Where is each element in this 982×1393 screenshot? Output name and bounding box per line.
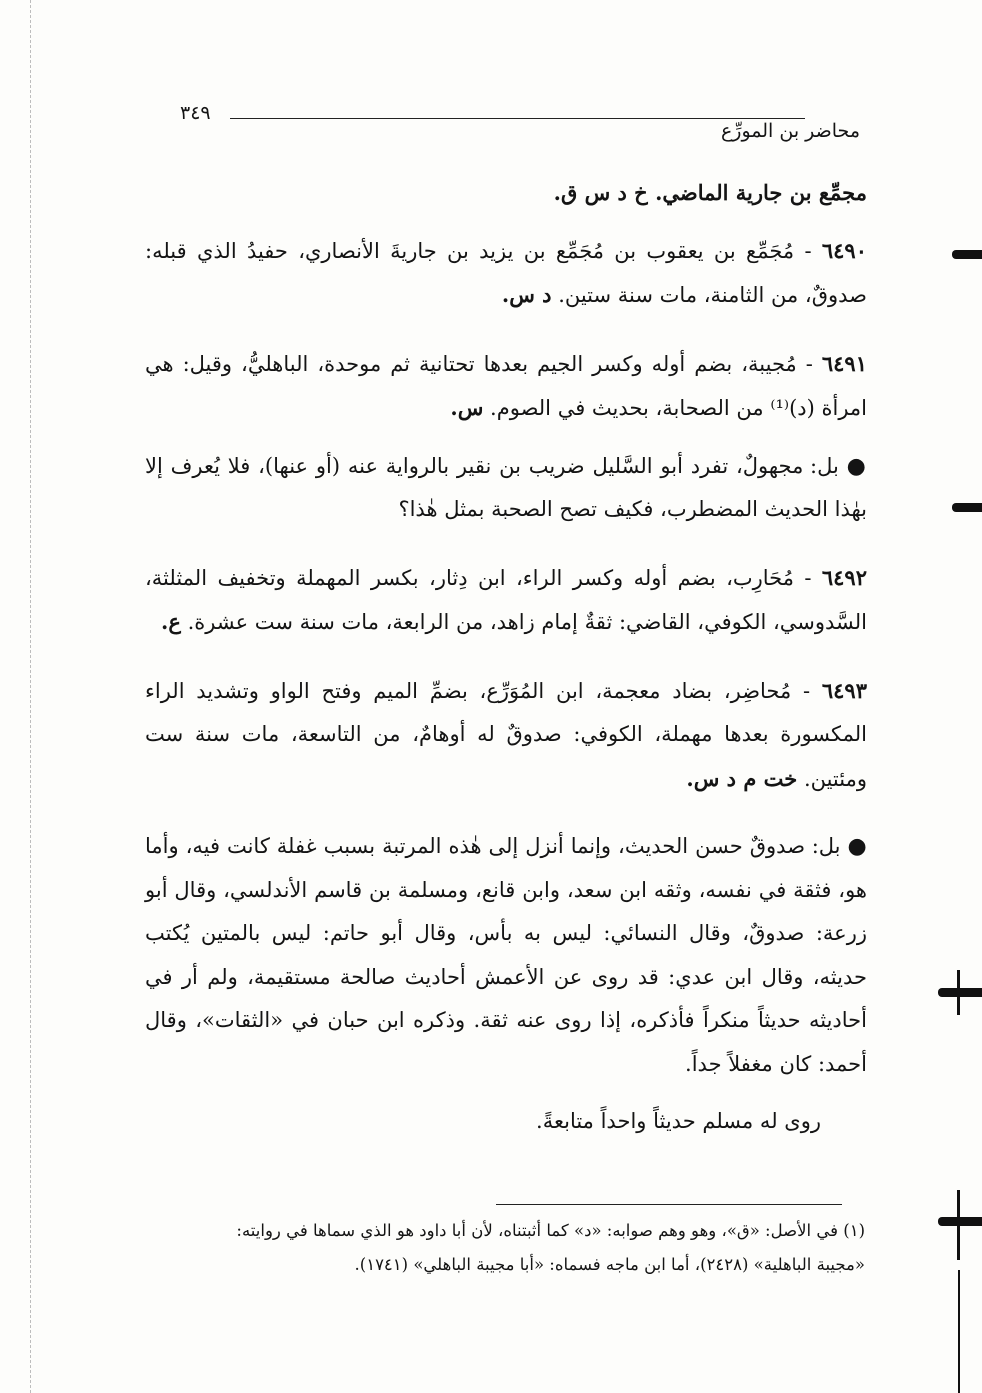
- entry-6492: [145, 556, 867, 645]
- entry-6491: [145, 342, 867, 431]
- page-header: [170, 98, 860, 148]
- entry-symbols: د س.: [501, 282, 552, 307]
- left-margin-dashed-rule: [30, 0, 31, 1393]
- entry-symbols: ع.: [161, 609, 181, 634]
- entry-number: ٦٤٩١: [821, 350, 867, 376]
- comment-text: بل: مجهولٌ، تفرد أبو السَّليل ضريب بن نقير بالرواية عنه (أو عنها)، فلا يُعرف إلا بهٰذا الحديث المضطرب، فكيف تصح الصحبة بمثل هٰذا؟: [145, 453, 867, 521]
- intro-line: [145, 171, 867, 215]
- page-number: ٣٤٩: [180, 102, 211, 124]
- intro-symbols: خ د س ق.: [553, 180, 648, 205]
- entry-number: ٦٤٩٠: [821, 237, 867, 263]
- scan-edge-mark: [957, 970, 960, 1015]
- closing-note: [145, 1100, 867, 1144]
- footnote-line: «مجيبة الباهلية» (٢٤٢٨)، أما ابن ماجه فسماه: «أبا مجيبة الباهلي» (١٧٤١).: [354, 1255, 865, 1274]
- footnote-separator: [496, 1204, 842, 1205]
- footnotes: [155, 1214, 865, 1282]
- scan-edge-mark: [952, 250, 982, 259]
- comment-text: بل: صدوقٌ حسن الحديث، وإنما أنزل إلى هٰذه المرتبة بسبب غفلة كانت فيه، وأما هو، فثقة في نفسه، وثقه ابن سعد، وابن قانع، ومسلمة بن قاسم الأندلسي، وقال أبو زرعة: صدوقٌ، وقال النسائي: ليس به بأس، وقال أبو حاتم: ليس بالمتين يُكتب حديثه، وقال ابن عدي: قد روى عن الأعمش أحاديث صالحة مستقيمة، ولم أر في أحاديثه حديثاً منكراً فأذكره، إذا روى عنه ثقة. وذكره ابن حبان في «الثقات»، وقال أحمد: كان مغفلاً جداً.: [145, 834, 867, 1076]
- entry-text: - مُجَمِّع بن يعقوب بن مُجَمِّع بن يزيد بن جاريةَ الأنصاري، حفيدُ الذي قبله: صدوقٌ، من الثامنة، مات سنة ستين.: [145, 238, 867, 307]
- scan-edge-mark: [938, 988, 982, 997]
- scan-edge-mark: [938, 1217, 982, 1226]
- entry-text: - مُحَارِب، بضم أوله وكسر الراء، ابن دِثار، بكسر المهملة وتخفيف المثلثة، السَّدوسي، الكوفي، القاضي: ثقةٌ إمام زاهد، من الرابعة، مات سنة ست عشرة.: [145, 565, 867, 634]
- entry-text: - مُجيبة، بضم أوله وكسر الجيم بعدها تحتانية ثم موحدة، الباهليُّ، وقيل: هي امرأة (د)⁽¹⁾ من الصحابة، بحديث في الصوم.: [145, 351, 867, 420]
- header-rule: [230, 118, 805, 119]
- entry-number: ٦٤٩٣: [821, 677, 867, 703]
- scan-edge-mark: [952, 503, 982, 512]
- scan-edge-mark: [957, 1190, 960, 1260]
- intro-text: مجمِّع بن جارية الماضي.: [655, 180, 867, 205]
- running-title: محاضر بن المورِّع: [720, 120, 860, 142]
- scan-edge-mark: [958, 1270, 960, 1393]
- footnote-line: (١) في الأصل: «ق»، وهو وهم صوابه: «د» كما أثبتناه، لأن أبا داود هو الذي سماها في روايته:: [236, 1221, 865, 1240]
- bullet-icon: ●: [847, 834, 867, 859]
- bullet-icon: ●: [846, 453, 867, 479]
- main-text: [145, 150, 867, 1168]
- entry-symbols: خت م د س.: [686, 765, 798, 791]
- entry-6493: [145, 669, 867, 802]
- entry-number: ٦٤٩٢: [821, 564, 867, 590]
- editor-comment-6491: [145, 445, 867, 532]
- entry-text: - مُحاضِر، بضاد معجمة، ابن المُوَرِّع، بضمِّ الميم وفتح الواو وتشديد الراء المكسورة بعدها مهملة، الكوفي: صدوقٌ له أوهامٌ، من التاسعة، مات سنة ست ومئتين.: [145, 678, 867, 791]
- editor-comment-6493: [145, 825, 867, 1086]
- entry-symbols: س.: [450, 395, 484, 420]
- closing-text: روى له مسلم حديثاً واحداً متابعةً.: [536, 1109, 821, 1133]
- entry-6490: [145, 229, 867, 318]
